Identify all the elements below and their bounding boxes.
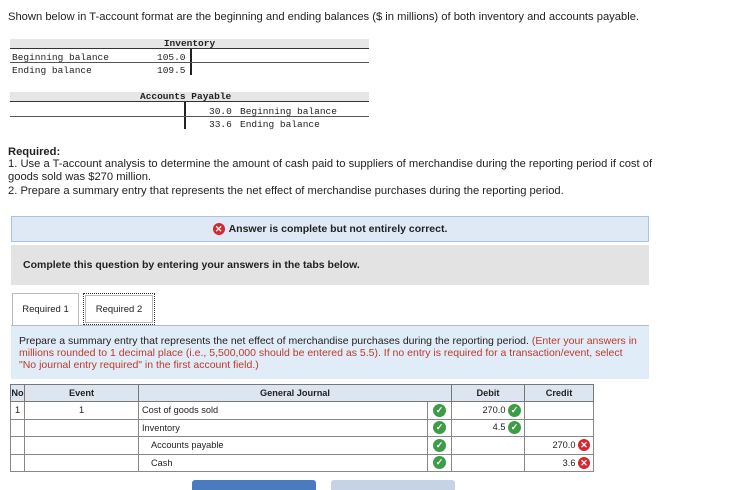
complete-question-text: Complete this question by entering your answers in the tabs below. bbox=[23, 259, 360, 271]
payable-t-account-title: Accounts Payable bbox=[10, 92, 369, 102]
credit-field[interactable]: 3.6 bbox=[562, 457, 576, 468]
inventory-begin-label: Beginning balance bbox=[12, 52, 109, 63]
payable-end-label: Ending balance bbox=[240, 119, 320, 130]
account-field[interactable]: Accounts payable bbox=[139, 437, 428, 455]
header-general-journal: General Journal bbox=[139, 385, 452, 402]
header-no: No bbox=[11, 385, 25, 402]
incorrect-icon: ✕ bbox=[213, 223, 225, 235]
header-credit: Credit bbox=[525, 385, 594, 402]
row-no bbox=[11, 454, 25, 472]
correct-icon: ✓ bbox=[508, 404, 521, 417]
credit-cell bbox=[525, 437, 594, 455]
payable-begin-label: Beginning balance bbox=[240, 106, 337, 117]
debit-cell bbox=[452, 402, 525, 420]
required-item-1a: 1. Use a T-account analysis to determine the amount of cash paid to suppliers of merchandise during the reporting period if cost of bbox=[8, 158, 653, 170]
table-row bbox=[11, 419, 594, 437]
credit-cell bbox=[525, 454, 594, 472]
table-row bbox=[11, 402, 594, 420]
incorrect-icon: ✕ bbox=[578, 439, 590, 451]
required-heading: Required: bbox=[8, 146, 61, 158]
credit-field[interactable]: 270.0 bbox=[552, 440, 576, 451]
row-event: 1 bbox=[25, 402, 139, 420]
debit-cell bbox=[452, 419, 525, 437]
banner-text: Answer is complete but not entirely correct. bbox=[228, 223, 448, 235]
answer-status-banner bbox=[11, 216, 649, 242]
payable-end-value: 33.6 bbox=[209, 119, 232, 130]
header-event: Event bbox=[25, 385, 139, 402]
inventory-t-account-title: Inventory bbox=[10, 39, 369, 49]
required-item-2: 2. Prepare a summary entry that represents the net effect of merchandise purchases during the reporting period. bbox=[8, 185, 564, 197]
tab-required-2[interactable]: Required 2 bbox=[83, 293, 155, 325]
row-event bbox=[25, 437, 139, 455]
debit-field[interactable] bbox=[452, 437, 525, 455]
row-no bbox=[11, 437, 25, 455]
prev-button[interactable] bbox=[192, 480, 316, 490]
correct-icon: ✓ bbox=[508, 421, 521, 434]
required-item-1b: goods sold was $270 million. bbox=[8, 171, 152, 183]
header-debit: Debit bbox=[452, 385, 525, 402]
inventory-end-value: 109.5 bbox=[157, 65, 186, 76]
payable-begin-value: 30.0 bbox=[209, 106, 232, 117]
row-event bbox=[25, 454, 139, 472]
next-button[interactable] bbox=[331, 480, 455, 490]
incorrect-icon: ✕ bbox=[578, 457, 590, 469]
inventory-begin-value: 105.0 bbox=[157, 52, 186, 63]
instructions-hint: (Enter your answers in millions rounded to 1 decimal place (i.e., 5,500,000 should be entered as 5.5). If no entry is required for a transaction/event, select "No journal entry required" in the first account field.) bbox=[19, 335, 637, 371]
row-event bbox=[25, 419, 139, 437]
correct-icon: ✓ bbox=[433, 439, 446, 452]
correct-icon: ✓ bbox=[433, 404, 446, 417]
account-field[interactable]: Cost of goods sold bbox=[139, 402, 428, 420]
account-field[interactable]: Cash bbox=[139, 454, 428, 472]
instructions-panel bbox=[11, 325, 649, 379]
credit-field[interactable] bbox=[525, 419, 594, 437]
correct-icon: ✓ bbox=[433, 456, 446, 469]
row-no: 1 bbox=[11, 402, 25, 420]
table-row bbox=[11, 437, 594, 455]
credit-field[interactable] bbox=[525, 402, 594, 420]
tab-required-1[interactable]: Required 1 bbox=[12, 293, 79, 325]
debit-field[interactable]: 270.0 bbox=[482, 404, 506, 415]
debit-field[interactable] bbox=[452, 454, 525, 472]
account-field[interactable]: Inventory bbox=[139, 419, 428, 437]
correct-icon: ✓ bbox=[433, 421, 446, 434]
journal-table bbox=[10, 384, 594, 472]
inventory-end-label: Ending balance bbox=[12, 65, 92, 76]
row-no bbox=[11, 419, 25, 437]
intro-text: Shown below in T-account format are the beginning and ending balances ($ in millions) of both inventory and accounts payable. bbox=[8, 11, 640, 23]
complete-question-bar bbox=[11, 245, 649, 285]
debit-field[interactable]: 4.5 bbox=[492, 422, 506, 433]
table-row bbox=[11, 454, 594, 472]
instructions-main: Prepare a summary entry that represents the net effect of merchandise purchases during the reporting period. bbox=[19, 335, 529, 347]
